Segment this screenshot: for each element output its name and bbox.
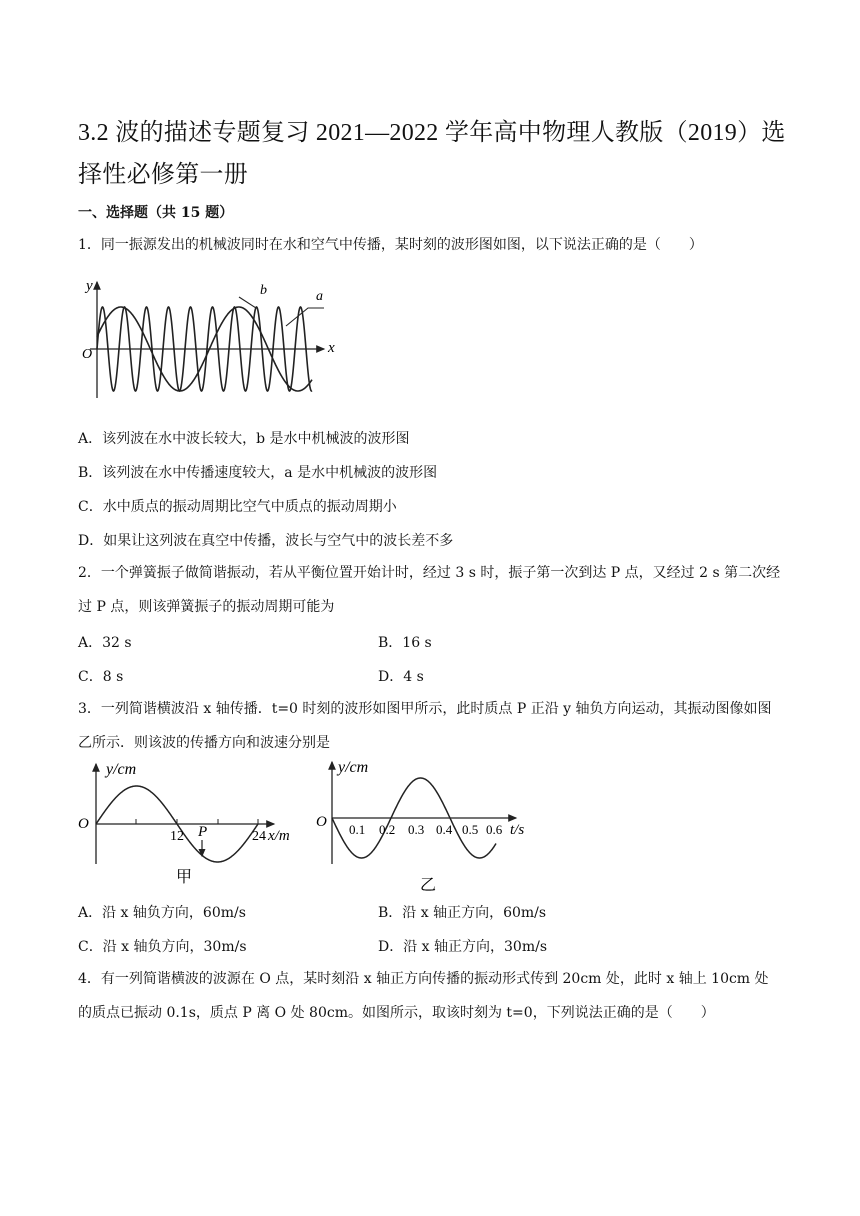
yi-y-label: y/cm	[338, 759, 369, 776]
q1-option-b: B．该列波在水中传播速度较大，a 是水中机械波的波形图	[78, 465, 438, 481]
q3-option-d: D．沿 x 轴正方向，30m/s	[378, 939, 548, 955]
y-label: y	[86, 278, 93, 294]
yi-tick-label: 0.3	[408, 822, 425, 837]
x-label: x	[328, 340, 335, 356]
point-p-label: P	[198, 824, 208, 840]
yi-origin: O	[316, 814, 327, 830]
label-b-leader	[239, 297, 256, 308]
origin-label: O	[82, 347, 93, 362]
q1-option-d: D．如果让这列波在真空中传播，波长与空气中的波长差不多	[78, 533, 454, 549]
jia-tick-label-12: 12	[170, 829, 184, 844]
document-title: 3.2 波的描述专题复习 2021—2022 学年高中物理人教版（2019）选择性必修第一册	[78, 120, 786, 188]
question-2-stem: 2．一个弹簧振子做简谐振动，若从平衡位置开始计时，经过 3 s 时，振子第一次到达 P 点，又经过 2 s 第二次经过 P 点，则该弹簧振子的振动周期可能为	[78, 565, 781, 615]
yi-tick-label: 0.4	[436, 822, 453, 837]
q3-option-c: C．沿 x 轴负方向，30m/s	[78, 939, 247, 955]
question-4-stem: 4．有一列简谐横波的波源在 O 点，某时刻沿 x 轴正方向传播的振动形式传到 20cm 处，此时 x 轴上 10cm 处的质点已振动 0.1s，质点 P 离 O 处 80cm。如图所示，取该时刻为 t=0，下列说法正确的是（ ）	[78, 971, 769, 1021]
yi-x-label: t/s	[510, 822, 525, 838]
jia-origin: O	[78, 816, 89, 832]
yi-tick-label: 0.2	[379, 822, 396, 837]
question-1-figure	[80, 270, 350, 405]
figure-yi	[312, 756, 542, 896]
q3-option-a: A．沿 x 轴负方向，60m/s	[78, 905, 246, 921]
jia-x-label: x/m	[268, 828, 290, 844]
label-a-leader	[286, 308, 324, 326]
jia-y-label: y/cm	[106, 761, 137, 778]
q2-option-a: A．32 s	[78, 635, 132, 651]
jia-tick-label-24: 24	[252, 829, 266, 844]
wave-a-label: a	[316, 289, 323, 304]
yi-caption: 乙	[420, 877, 437, 894]
yi-tick-label: 0.5	[462, 822, 479, 837]
figure-jia	[78, 756, 308, 890]
q2-option-c: C．8 s	[78, 669, 124, 685]
q2-option-b: B．16 s	[378, 635, 432, 651]
question-1-stem: 1．同一振源发出的机械波同时在水和空气中传播，某时刻的波形图如图，以下说法正确的是（ ）	[78, 237, 703, 253]
jia-caption: 甲	[176, 869, 193, 886]
q3-option-b: B．沿 x 轴正方向，60m/s	[378, 905, 547, 921]
yi-tick-label: 0.6	[486, 822, 503, 837]
yi-tick-label: 0.1	[349, 822, 366, 837]
q1-option-a: A．该列波在水中波长较大，b 是水中机械波的波形图	[78, 431, 410, 447]
section-heading: 一、选择题（共 15 题）	[78, 205, 234, 221]
question-3-stem: 3．一列简谐横波沿 x 轴传播．t=0 时刻的波形如图甲所示，此时质点 P 正沿 y 轴负方向运动，其振动图像如图乙所示．则该波的传播方向和波速分别是	[78, 701, 772, 751]
q2-option-d: D．4 s	[378, 669, 424, 685]
wave-b-label: b	[260, 283, 267, 298]
q1-option-c: C．水中质点的振动周期比空气中质点的振动周期小	[78, 499, 397, 515]
